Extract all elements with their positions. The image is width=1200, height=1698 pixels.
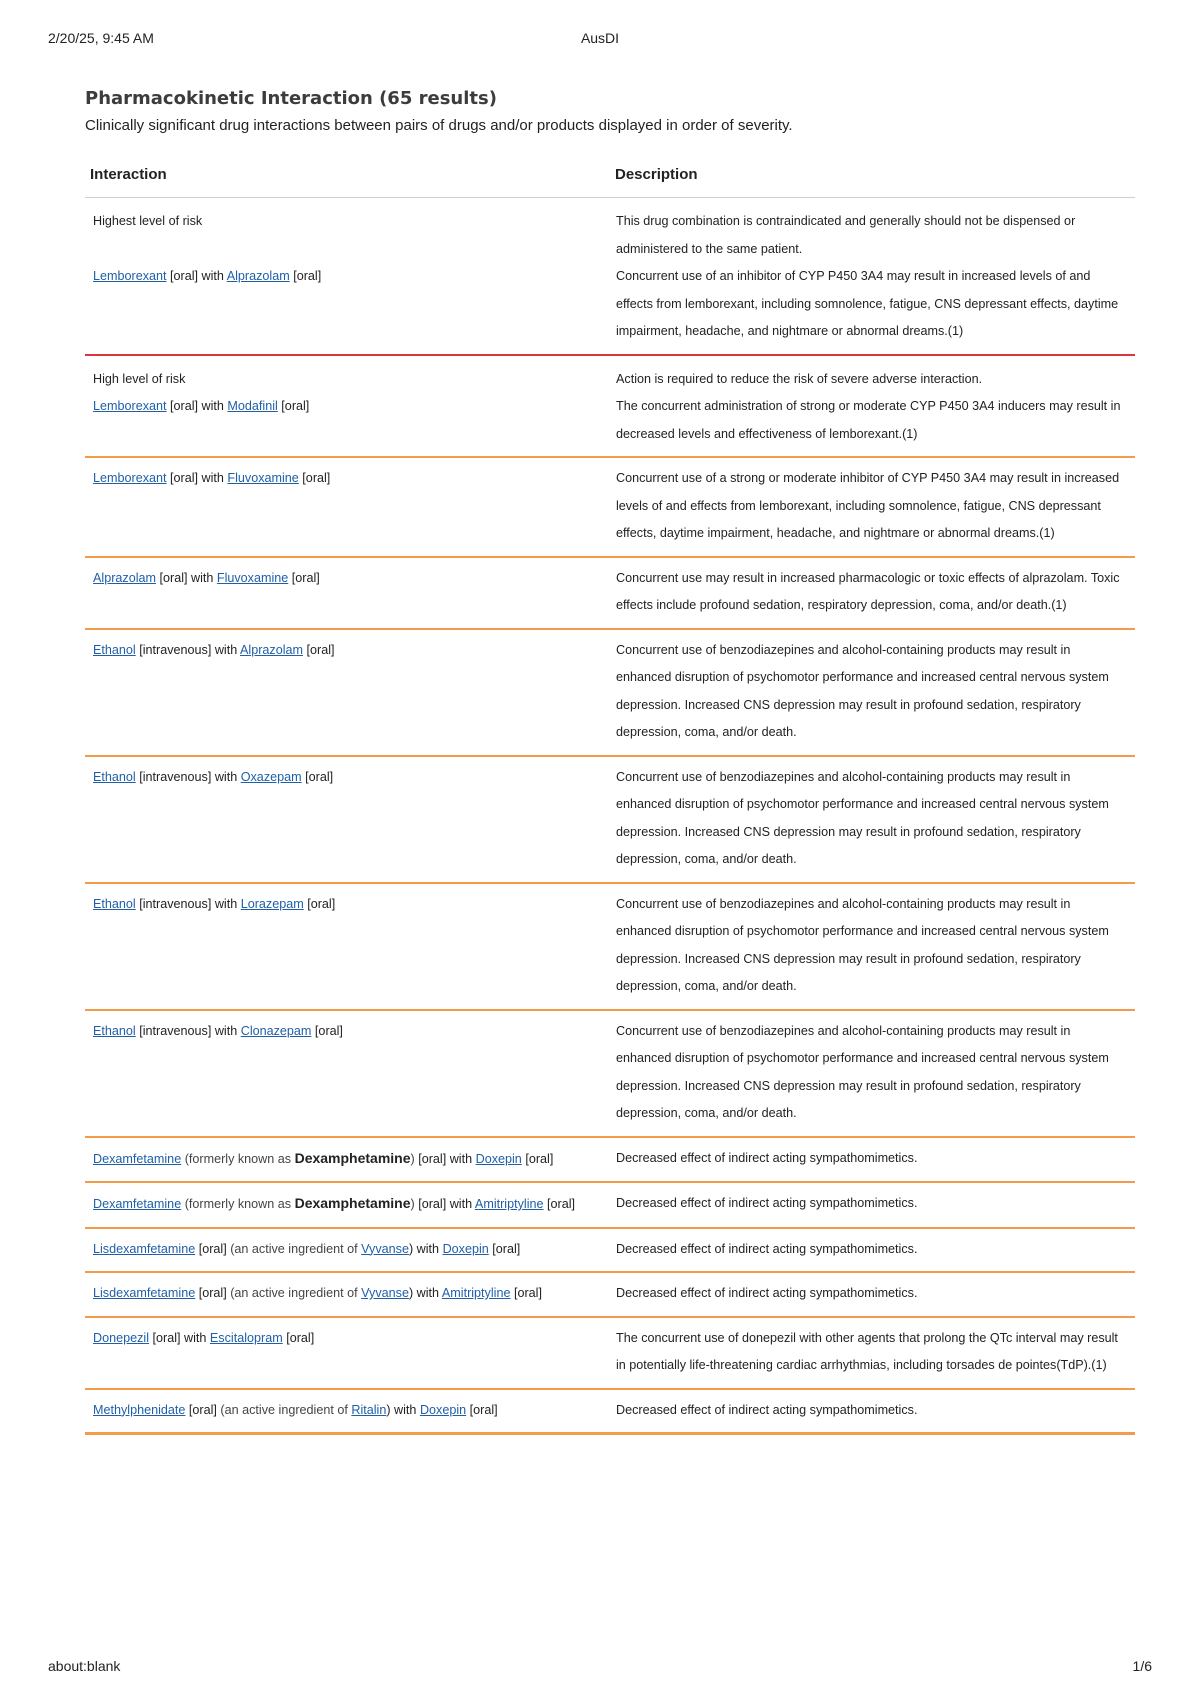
risk-level-description: This drug combination is contraindicated and generally should not be dispensed or administered to the same patient. <box>616 214 1076 256</box>
route-text: [oral] <box>195 1241 227 1256</box>
interaction-row <box>85 1389 1135 1434</box>
ingredient-prefix: (an active ingredient of <box>216 1402 352 1417</box>
drug-link[interactable]: Fluvoxamine <box>227 471 299 485</box>
drug-link[interactable]: Fluvoxamine <box>216 570 289 585</box>
formerly-suffix: ) <box>410 1151 415 1166</box>
interaction-row <box>85 263 1135 355</box>
interaction-pair-cell <box>85 393 610 457</box>
interaction-description: Concurrent use of benzodiazepines and alcohol-containing products may result in enhanced disruption of psychomotor performance and increased central nervous system depression. Increased CNS depression may result in profound sedation, respiratory depression, coma, and/or death. <box>610 756 1135 883</box>
route-text: [oral] <box>185 1402 217 1417</box>
interaction-column-header: Interaction <box>85 152 610 198</box>
route-text: [oral] <box>521 1151 554 1166</box>
interaction-row <box>85 1272 1135 1317</box>
interaction-row <box>85 1010 1135 1137</box>
print-url: about:blank <box>48 1658 121 1674</box>
ingredient-suffix: ) with <box>386 1402 420 1417</box>
route-text: [oral] <box>301 769 334 784</box>
interactions-table <box>85 152 1135 1435</box>
interaction-pair-cell <box>85 457 610 557</box>
interaction-pair-cell <box>85 263 610 355</box>
route-text: [oral] <box>195 1286 227 1300</box>
table-header-row <box>85 152 1135 198</box>
drug-link[interactable]: Doxepin <box>419 1402 467 1417</box>
route-text: [intravenous] with <box>135 896 241 911</box>
risk-level-description: Action is required to reduce the risk of severe adverse interaction. <box>616 371 983 386</box>
interaction-description: Decreased effect of indirect acting sympathomimetics. <box>610 1389 1135 1434</box>
interaction-row <box>85 457 1135 557</box>
interaction-report <box>85 88 1135 1435</box>
drug-link[interactable]: Alprazolam <box>226 269 290 283</box>
drug-link[interactable]: Lorazepam <box>240 896 304 911</box>
ingredient-suffix: ) with <box>408 1241 443 1256</box>
formerly-suffix: ) <box>410 1197 415 1211</box>
print-date: 2/20/25, 9:45 AM <box>48 30 154 46</box>
interaction-description: Concurrent use of benzodiazepines and alcohol-containing products may result in enhanced disruption of psychomotor performance and increased central nervous system depression. Increased CNS depression may result in profound sedation, respiratory depression, coma, and/or death. <box>610 1010 1135 1137</box>
interaction-row <box>85 393 1135 457</box>
drug-link[interactable]: Lisdexamfetamine <box>93 1286 196 1300</box>
interaction-pair-cell <box>85 756 610 883</box>
interaction-description: Concurrent use may result in increased pharmacologic or toxic effects of alprazolam. Toxic effects include profound sedation, respiratory depression, coma, and/or death.(1) <box>610 557 1135 629</box>
route-text: [oral] <box>543 1197 576 1211</box>
interaction-description: Concurrent use of benzodiazepines and alcohol-containing products may result in enhanced disruption of psychomotor performance and increased central nervous system depression. Increased CNS depression may result in profound sedation, respiratory depression, coma, and/or death. <box>610 629 1135 756</box>
interaction-pair-cell <box>85 1317 610 1389</box>
route-text: [oral] with <box>414 1197 475 1211</box>
interaction-pair-cell <box>85 1182 610 1228</box>
interaction-description: The concurrent use of donepezil with other agents that prolong the QTc interval may result in potentially life-threatening cardiac arrhythmias, including torsades de pointes(TdP).(1) <box>610 1317 1135 1389</box>
interaction-row <box>85 557 1135 629</box>
risk-level-row <box>85 355 1135 394</box>
drug-link[interactable]: Modafinil <box>227 399 278 413</box>
route-text: [intravenous] with <box>135 642 241 657</box>
route-text: [oral] <box>298 471 331 485</box>
drug-link[interactable]: Lemborexant <box>93 471 167 485</box>
route-text: [oral] <box>303 642 335 657</box>
interaction-pair-cell <box>85 1137 610 1183</box>
interaction-row <box>85 1317 1135 1389</box>
ingredient-prefix: (an active ingredient of <box>226 1286 362 1300</box>
interaction-description: Concurrent use of a strong or moderate inhibitor of CYP P450 3A4 may result in increased levels of and effects from lemborexant, including somnolence, fatigue, CNS depressant effects, daytime impairment, headache, and nightmare or abnormal dreams.(1) <box>610 457 1135 557</box>
interaction-row <box>85 1182 1135 1228</box>
interaction-pair-cell <box>85 557 610 629</box>
route-text: [oral] <box>277 399 310 413</box>
ingredient-suffix: ) with <box>408 1286 442 1300</box>
interaction-pair-cell <box>85 629 610 756</box>
formerly-known-as <box>181 1149 415 1166</box>
interaction-row <box>85 1228 1135 1273</box>
interaction-pair-cell <box>85 1272 610 1317</box>
interaction-row <box>85 883 1135 1010</box>
interaction-row <box>85 1137 1135 1183</box>
print-title: AusDI <box>580 30 620 46</box>
route-text: [oral] <box>303 896 336 911</box>
drug-link[interactable]: Dexamfetamine <box>93 1151 182 1166</box>
drug-link[interactable]: Lemborexant <box>93 399 167 413</box>
print-footer <box>48 1658 1152 1678</box>
former-drug-name: Dexamphetamine <box>294 1149 411 1166</box>
drug-link[interactable]: Ethanol <box>93 769 136 784</box>
drug-link[interactable]: Ethanol <box>93 642 136 657</box>
route-text: [oral] <box>466 1402 498 1417</box>
interaction-description: Decreased effect of indirect acting sympathomimetics. <box>610 1228 1135 1273</box>
interaction-description: Decreased effect of indirect acting sympathomimetics. <box>610 1182 1135 1228</box>
interactions-body <box>85 198 1135 1434</box>
drug-link[interactable]: Ethanol <box>93 896 136 911</box>
route-text: [oral] with <box>149 1330 210 1345</box>
drug-link[interactable]: Methylphenidate <box>93 1402 186 1417</box>
risk-level-label: Highest level of risk <box>93 214 203 228</box>
interaction-pair-cell <box>85 1389 610 1434</box>
product-link[interactable]: Vyvanse <box>361 1241 409 1256</box>
ingredient-prefix: (an active ingredient of <box>226 1241 362 1256</box>
drug-link[interactable]: Amitriptyline <box>474 1197 544 1211</box>
interaction-pair-cell <box>85 1228 610 1273</box>
risk-level-label: High level of risk <box>93 371 186 386</box>
route-text: [oral] with <box>414 1151 476 1166</box>
former-drug-name: Dexamphetamine <box>294 1195 411 1211</box>
route-text: [oral] <box>289 269 322 283</box>
route-text: [oral] <box>488 1241 521 1256</box>
drug-link[interactable]: Amitriptyline <box>441 1286 511 1300</box>
drug-link[interactable]: Escitalopram <box>209 1330 283 1345</box>
formerly-known-as <box>181 1197 415 1211</box>
interaction-row <box>85 756 1135 883</box>
interaction-description: Decreased effect of indirect acting sympathomimetics. <box>610 1137 1135 1183</box>
interaction-row <box>85 629 1135 756</box>
drug-link[interactable]: Alprazolam <box>93 570 156 585</box>
print-header <box>48 30 1152 50</box>
page-number: 1/6 <box>1132 1658 1152 1674</box>
drug-link[interactable]: Oxazepam <box>240 769 302 784</box>
risk-level-row <box>85 198 1135 264</box>
route-text: [oral] with <box>156 570 217 585</box>
route-text: [oral] with <box>166 269 227 283</box>
route-text: [oral] <box>510 1286 542 1300</box>
drug-link[interactable]: Dexamfetamine <box>93 1197 182 1211</box>
drug-link[interactable]: Alprazolam <box>240 642 304 657</box>
drug-link[interactable]: Clonazepam <box>240 1023 312 1038</box>
route-text: [oral] <box>288 570 320 585</box>
route-text: [oral] with <box>166 471 228 485</box>
interaction-description: Decreased effect of indirect acting sympathomimetics. <box>610 1272 1135 1317</box>
drug-link[interactable]: Ethanol <box>93 1023 136 1038</box>
drug-link[interactable]: Donepezil <box>93 1330 150 1345</box>
section-subtitle: Clinically significant drug interactions between pairs of drugs and/or products displayed in order of severity. <box>85 117 793 134</box>
drug-link[interactable]: Doxepin <box>475 1151 522 1166</box>
drug-link[interactable]: Lisdexamfetamine <box>93 1241 196 1256</box>
route-text: [oral] <box>282 1330 315 1345</box>
section-title: Pharmacokinetic Interaction (65 results) <box>85 88 497 109</box>
interaction-description: Concurrent use of benzodiazepines and alcohol-containing products may result in enhanced disruption of psychomotor performance and increased central nervous system depression. Increased CNS depression may result in profound sedation, respiratory depression, coma, and/or death. <box>610 883 1135 1010</box>
interaction-description: The concurrent administration of strong or moderate CYP P450 3A4 inducers may result in decreased levels and effectiveness of lemborexant.(1) <box>610 393 1135 457</box>
drug-link[interactable]: Lemborexant <box>93 269 167 283</box>
description-column-header: Description <box>610 152 1135 198</box>
route-text: [oral] with <box>166 399 228 413</box>
product-link[interactable]: Ritalin <box>351 1402 387 1417</box>
route-text: [intravenous] with <box>135 769 241 784</box>
formerly-prefix: (formerly known as <box>181 1197 295 1211</box>
drug-link[interactable]: Doxepin <box>442 1241 489 1256</box>
interaction-description: Concurrent use of an inhibitor of CYP P450 3A4 may result in increased levels of and effects from lemborexant, including somnolence, fatigue, CNS depressant effects, daytime impairment, headache, and nightmare or abnormal dreams.(1) <box>610 263 1135 355</box>
product-link[interactable]: Vyvanse <box>361 1286 409 1300</box>
interaction-pair-cell <box>85 883 610 1010</box>
interaction-pair-cell <box>85 1010 610 1137</box>
route-text: [intravenous] with <box>135 1023 241 1038</box>
route-text: [oral] <box>311 1023 343 1038</box>
formerly-prefix: (formerly known as <box>181 1151 295 1166</box>
